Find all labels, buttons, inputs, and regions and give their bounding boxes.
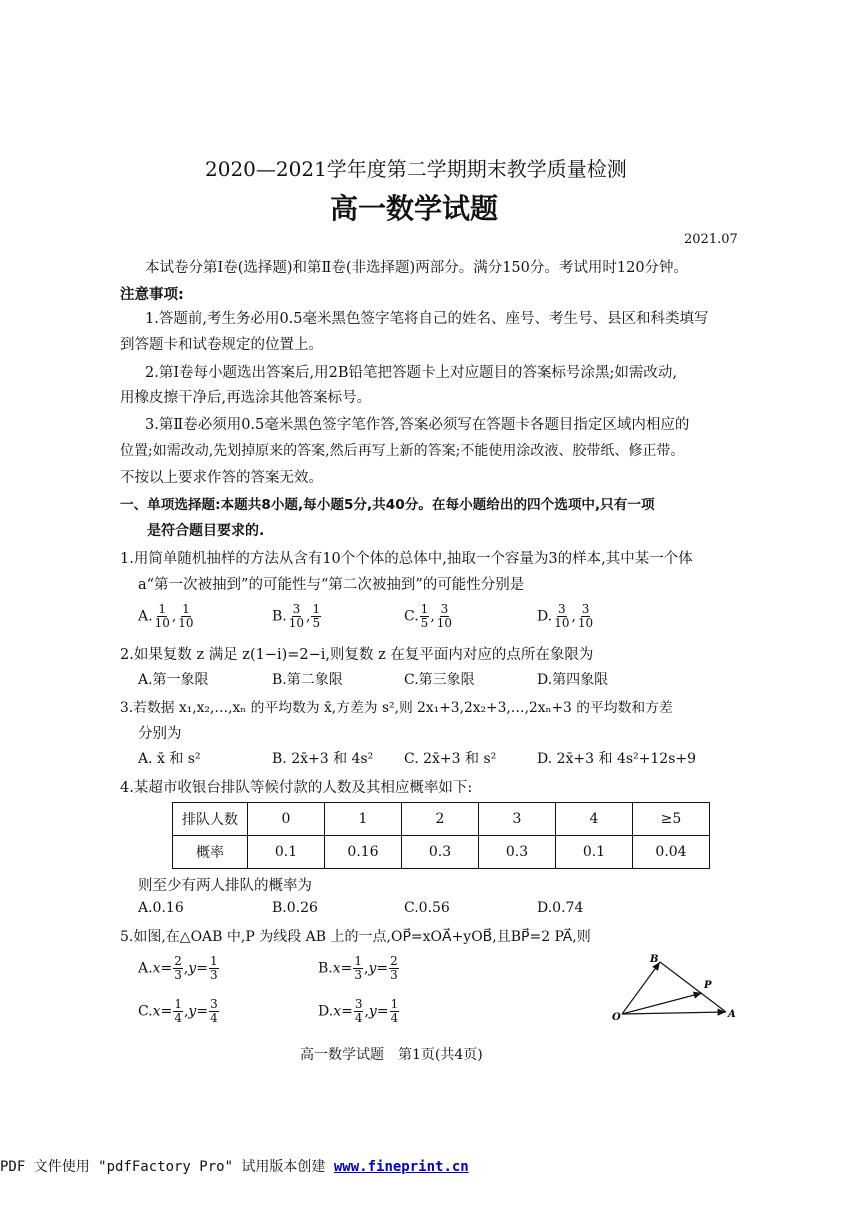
question-1-line2: a“第一次被抽到”的可能性与“第二次被抽到”的可能性分别是 <box>138 577 525 593</box>
q1-option-c: C. $\frac{1}{5}$ , $\frac{3}{10}$ <box>404 602 453 630</box>
label-a: A <box>728 1009 736 1020</box>
q2-option-a: A.第一象限 <box>138 672 209 688</box>
note-2-line1: 2.第Ⅰ卷每小题选出答案后,用2B铅笔把答题卡上对应题目的答案标号涂黑;如需改动, <box>145 365 678 381</box>
segment-ob <box>622 962 660 1014</box>
table-cell: 0 <box>248 803 325 836</box>
exam-date: 2021.07 <box>684 232 738 247</box>
fineprint-link[interactable]: www.fineprint.cn <box>333 1159 469 1175</box>
q3-option-c: C. 2x̄+3 和 s² <box>404 751 497 767</box>
table-cell: 0.1 <box>556 836 633 869</box>
q5-option-b: B.x= $\frac{1}{3}$ ,y= $\frac{2}{3}$ <box>318 954 398 982</box>
table-cell: 排队人数 <box>173 803 248 836</box>
q4-option-a: A.0.16 <box>138 900 184 916</box>
label-p: P <box>704 980 712 991</box>
table-cell: 1 <box>325 803 402 836</box>
intro-text: 本试卷分第Ⅰ卷(选择题)和第Ⅱ卷(非选择题)两部分。满分150分。考试用时120分钟。 <box>145 260 689 276</box>
pdf-watermark <box>0 1156 469 1176</box>
note-3-line2: 位置;如需改动,先划掉原来的答案,然后再写上新的答案;不能使用涂改液、胶带纸、修正带。 <box>120 443 685 459</box>
table-cell: 概率 <box>173 836 248 869</box>
table-cell: 0.04 <box>633 836 710 869</box>
label-o: O <box>612 1012 621 1023</box>
question-1-line1: 1.用简单随机抽样的方法从含有10个个体的总体中,抽取一个容量为3的样本,其中某一个体 <box>120 551 693 567</box>
exam-title: 高一数学试题 <box>330 192 499 225</box>
table-cell: 4 <box>556 803 633 836</box>
question-3-line2: 分别为 <box>138 726 182 742</box>
q1-option-a: A. $\frac{1}{10}$ , $\frac{1}{10}$ <box>138 602 194 630</box>
table-row <box>173 836 710 869</box>
table-cell: 0.3 <box>402 836 479 869</box>
segment-op <box>622 993 702 1014</box>
section-1-heading-line2: 是符合题目要求的. <box>147 523 265 539</box>
table-cell: 0.3 <box>479 836 556 869</box>
question-4-prompt: 则至少有两人排队的概率为 <box>138 878 312 894</box>
table-cell: 2 <box>402 803 479 836</box>
label-b: B <box>650 954 659 965</box>
question-2: 2.如果复数 z 满足 z(1−i)=2−i,则复数 z 在复平面内对应的点所在象限为 <box>120 647 594 663</box>
table-cell: 0.16 <box>325 836 402 869</box>
q5-option-a: A.x= $\frac{2}{3}$ ,y= $\frac{1}{3}$ <box>138 954 218 982</box>
q1-option-d: D. $\frac{3}{10}$ , $\frac{3}{10}$ <box>537 602 594 630</box>
table-cell: ≥5 <box>633 803 710 836</box>
q2-option-b: B.第二象限 <box>272 672 343 688</box>
question-3-line1: 3.若数据 x₁,x₂,…,xₙ 的平均数为 x̄,方差为 s²,则 2x₁+3,2x₂+3,…,2xₙ+3 的平均数和方差 <box>120 700 673 716</box>
q4-option-b: B.0.26 <box>272 900 318 916</box>
q3-option-a: A. x̄ 和 s² <box>138 751 201 767</box>
note-1-line1: 1.答题前,考生务必用0.5毫米黑色签字笔将自己的姓名、座号、考生号、县区和科类填写 <box>145 311 709 327</box>
exam-title-line1: 2020—2021学年度第二学期期末教学质量检测 <box>205 157 627 181</box>
q5-option-c: C.x= $\frac{1}{4}$ ,y= $\frac{3}{4}$ <box>138 997 218 1025</box>
table-row <box>173 803 710 836</box>
segment-oa <box>622 1012 726 1014</box>
q3-option-b: B. 2x̄+3 和 4s² <box>272 751 374 767</box>
notes-title: 注意事项: <box>120 287 184 303</box>
q1-option-b: B. $\frac{3}{10}$ , $\frac{1}{5}$ <box>272 602 321 630</box>
q2-option-c: C.第三象限 <box>404 672 475 688</box>
question-5: 5.如图,在△OAB 中,P 为线段 AB 上的一点,OP⃗=xOA⃗+yOB⃗,且BP⃗=2 PA⃗,则 <box>120 929 591 945</box>
queue-probability-table <box>172 802 710 869</box>
q5-option-d: D.x= $\frac{3}{4}$ ,y= $\frac{1}{4}$ <box>318 997 399 1025</box>
note-1-line2: 到答题卡和试卷规定的位置上。 <box>120 337 323 353</box>
note-2-line2: 用橡皮擦干净后,再选涂其他答案标号。 <box>120 390 372 406</box>
q4-option-d: D.0.74 <box>537 900 584 916</box>
q2-option-d: D.第四象限 <box>537 672 609 688</box>
table-cell: 0.1 <box>248 836 325 869</box>
note-3-line1: 3.第Ⅱ卷必须用0.5毫米黑色签字笔作答,答案必须写在答题卡各题目指定区域内相应的 <box>145 417 690 433</box>
section-1-heading-line1: 一、单项选择题:本题共8小题,每小题5分,共40分。在每小题给出的四个选项中,只有一项 <box>120 497 655 513</box>
note-3-line3: 不按以上要求作答的答案无效。 <box>120 470 323 486</box>
page-footer: 高一数学试题 第1页(共4页) <box>300 1047 483 1063</box>
q4-option-c: C.0.56 <box>404 900 450 916</box>
q3-option-d: D. 2x̄+3 和 4s²+12s+9 <box>537 751 697 767</box>
triangle-oab-figure <box>608 950 748 1030</box>
watermark-text: PDF 文件使用 "pdfFactory Pro" 试用版本创建 <box>0 1159 334 1175</box>
table-cell: 3 <box>479 803 556 836</box>
question-4: 4.某超市收银台排队等候付款的人数及其相应概率如下: <box>120 780 473 796</box>
segment-ab <box>660 962 726 1012</box>
